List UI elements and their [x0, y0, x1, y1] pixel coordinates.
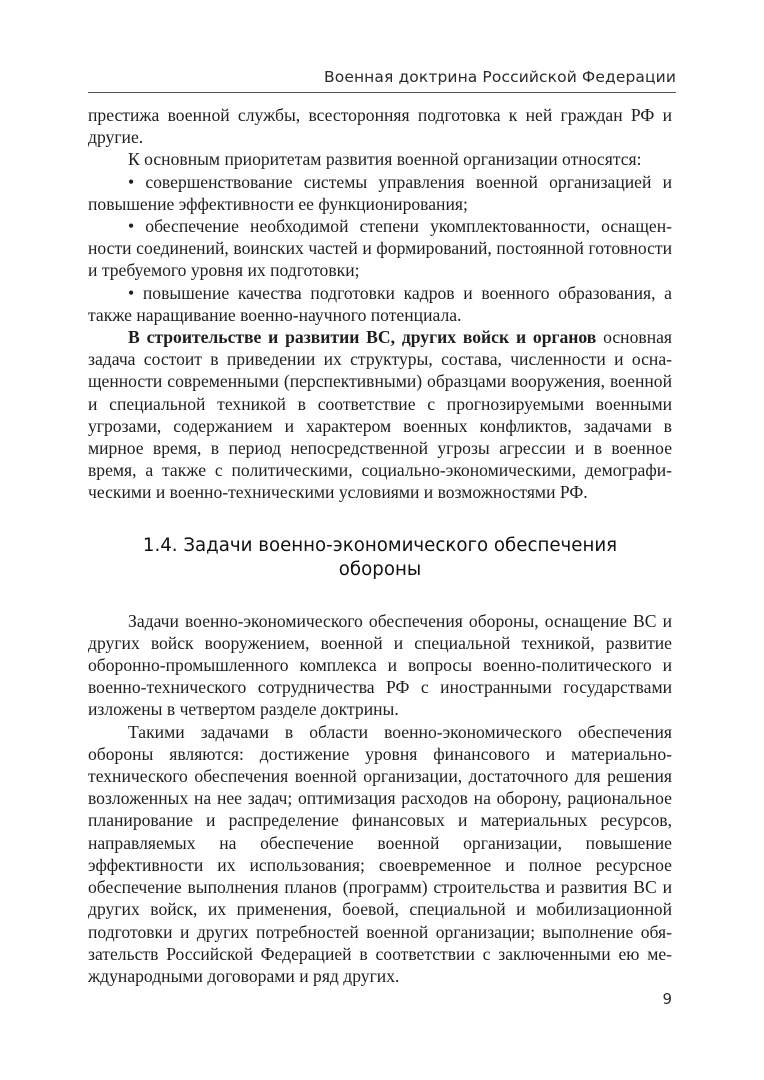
- section-heading: [88, 534, 672, 582]
- page-body: [88, 104, 672, 987]
- paragraph-continuation: престижа военной службы, всесторонняя подготовка к ней граждан РФ и другие.: [88, 105, 672, 148]
- running-header: Военная доктрина Российской Федерации: [324, 68, 676, 86]
- bullet-item-management: • совершенствование системы управления военной организацией и повышение эффективности ее функционирования;: [88, 171, 672, 214]
- bullet-item-staffing: • обеспечение необходимой степени укомплектованности, оснащенности соединений, воинских частей и формирований, постоянной готовности и требуемого уровня их подготовки;: [88, 216, 672, 281]
- paragraph-tasks-list: Такими задачами в области военно-экономического обеспечения обороны являются: достижение уровня финансового и материально-технического обеспечения военной организации, достаточного для решения возложенных на нее задач; оптимизация расходов на оборону, рациональное планирование и распределение финансовых и материальных ресурсов, направляемых на обеспечение военной организации, повышение эффективности их использования; своевременное и полное ресурсное обеспечение выполнения планов (программ) строительства и развития ВС и других войск, их применения, боевой, специальной и мобилизационной подготовки и других потребностей военной организации; выполнение обязательств Российской Федерацией в соответствии с заключенными ею международными договорами и ряд других.: [88, 721, 672, 986]
- header-rule: [88, 92, 676, 93]
- paragraph-tasks-intro: Задачи военно-экономического обеспечения обороны, оснащение ВС и других войск вооружением, военной и специальной техникой, развитие оборонно-промышленного комплекса и вопросы военно-политического и военно-технического сотрудничества РФ с иностранными государствами изложены в четвертом разделе доктрины.: [88, 610, 672, 720]
- paragraph-construction-text: основная задача состоит в приведении их структуры, состава, численности и оснащенности современными (перспективными) образцами вооружения, военной и специальной техникой в соответствие с прогнозируемыми военными угрозами, содержанием и характером военных конфликтов, задачами в мирное время, в период непосредственной угрозы агрессии и в военное время, а также с политическими, социально-экономическими, демографическими и военно-техническими условиями и возможностями РФ.: [88, 327, 673, 503]
- bold-lead-phrase: В строительстве и развитии ВС, других войск и органов: [128, 327, 597, 348]
- paragraph-construction: [88, 326, 672, 504]
- section-heading-line1: 1.4. Задачи военно-экономического обеспечения: [142, 534, 618, 556]
- page-number: 9: [662, 990, 672, 1008]
- paragraph-priorities-intro: К основным приоритетам развития военной организации относятся:: [128, 149, 642, 170]
- section-heading-line2: обороны: [338, 558, 422, 580]
- bullet-item-education: • повышение качества подготовки кадров и военного образования, а также наращивание военно-научного потенциала.: [88, 282, 672, 325]
